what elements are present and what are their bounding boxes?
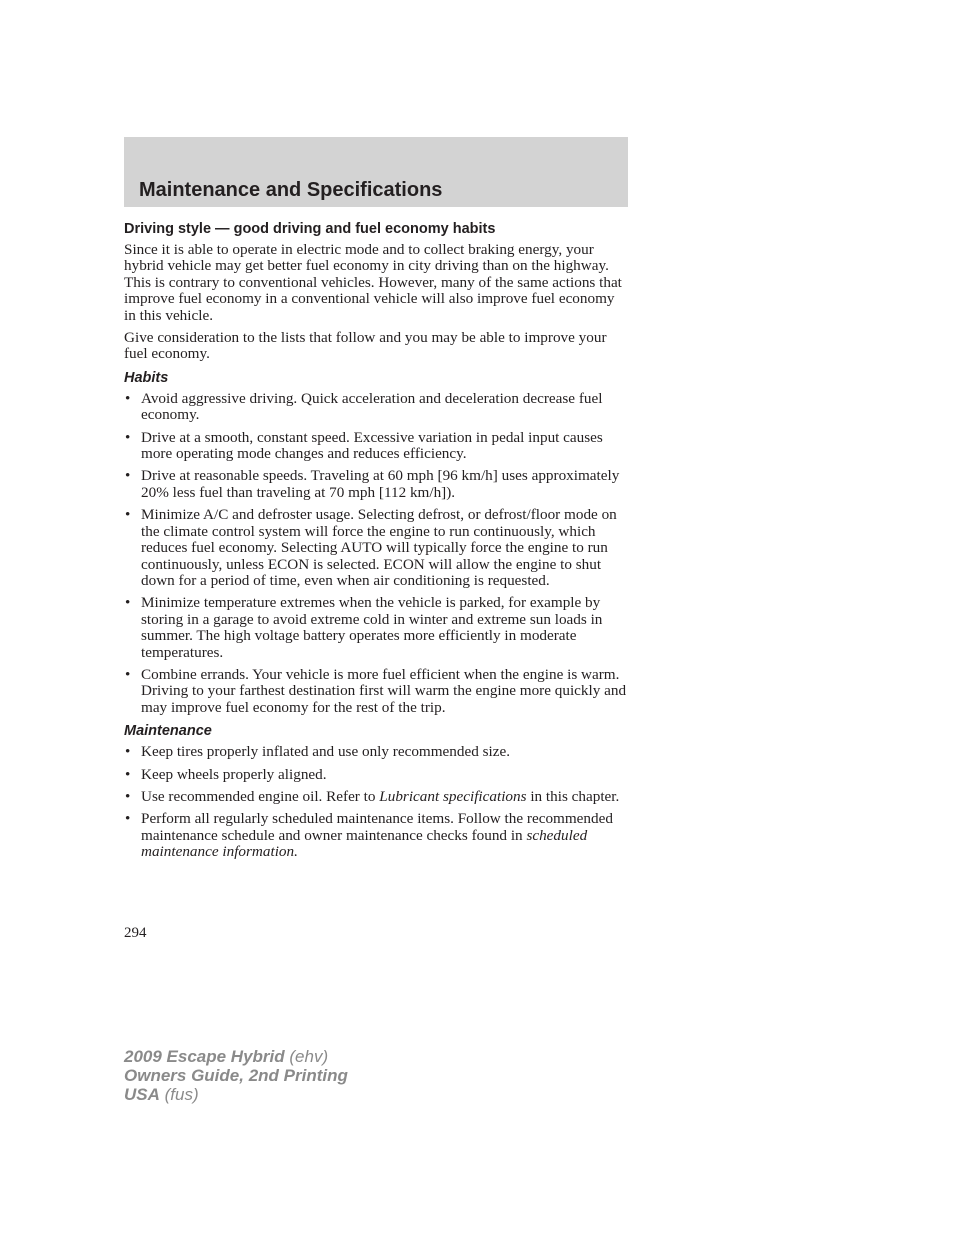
bullet: •	[125, 428, 131, 446]
list-item: • Drive at reasonable speeds. Traveling at 60 mph [96 km/h] uses approximately 20% less fuel than traveling at 70 mph [112 km/h]).	[125, 467, 620, 501]
footer-line-3: USA (fus)	[124, 1085, 199, 1104]
section-title: Maintenance and Specifications	[139, 179, 443, 201]
intro-paragraph: Since it is able to operate in electric mode and to collect braking energy, your hybrid vehicle may get better fuel economy in city driving than on the highway. This is contrary to conventional vehicles. However, many of the same actions that improve fuel economy in a conventional vehicle will also improve fuel economy in this vehicle.	[124, 241, 622, 324]
list-item: • Combine errands. Your vehicle is more fuel efficient when the engine is warm. Driving to your farthest destination first will warm the engine more quickly and may improve fuel economy for the rest of the trip.	[125, 665, 627, 716]
list-item: • Keep wheels properly aligned.	[125, 765, 327, 783]
bullet: •	[125, 665, 131, 683]
document-footer	[124, 1047, 348, 1104]
bullet: •	[125, 765, 131, 783]
bullet: •	[125, 594, 131, 612]
page-number: 294	[124, 925, 147, 941]
list-item: • Minimize A/C and defroster usage. Selecting defrost, or defrost/floor mode on the climate control system will force the engine to run continuously, which reduces fuel economy. Selecting AUTO will typically force the engine to run continuously, unless ECON is selected. ECON will allow the engine to shut down for a period of time, even when air conditioning is requested.	[125, 506, 617, 589]
footer-line-1: 2009 Escape Hybrid (ehv)	[124, 1047, 329, 1066]
list-item: • Drive at a smooth, constant speed. Excessive variation in pedal input causes more operating mode changes and reduces efficiency.	[125, 428, 603, 463]
list-item: • Keep tires properly inflated and use only recommended size.	[125, 743, 511, 761]
list-item: • Avoid aggressive driving. Quick acceleration and deceleration decrease fuel economy.	[125, 389, 603, 424]
bullet: •	[125, 506, 131, 524]
list-item: • Perform all regularly scheduled maintenance items. Follow the recommended maintenance schedule and owner maintenance checks found in scheduled maintenance information.	[125, 810, 613, 861]
list-item: • Minimize temperature extremes when the vehicle is parked, for example by storing in a garage to avoid extreme cold in winter and extreme sun loads in summer. The high voltage battery operates more efficiently in moderate temperatures.	[125, 594, 603, 661]
section-header-band	[124, 137, 628, 207]
bullet: •	[125, 810, 131, 828]
consideration-paragraph: Give consideration to the lists that follow and you may be able to improve your fuel economy.	[124, 329, 607, 363]
maintenance-heading: Maintenance	[124, 723, 212, 740]
bullet: •	[125, 467, 131, 485]
list-item: • Use recommended engine oil. Refer to Lubricant specifications in this chapter.	[125, 787, 620, 805]
habits-list	[124, 391, 629, 716]
bullet: •	[125, 743, 131, 761]
maintenance-list	[124, 744, 629, 860]
subsection-heading: Driving style — good driving and fuel economy habits	[124, 221, 496, 237]
footer-line-2: Owners Guide, 2nd Printing	[124, 1066, 348, 1085]
bullet: •	[125, 787, 131, 805]
page-content	[124, 220, 629, 867]
bullet: •	[125, 389, 131, 407]
lubricant-specifications-reference: Lubricant specifications	[379, 787, 527, 805]
scheduled-maintenance-reference: scheduled maintenance information.	[141, 826, 588, 861]
habits-heading: Habits	[124, 369, 169, 386]
